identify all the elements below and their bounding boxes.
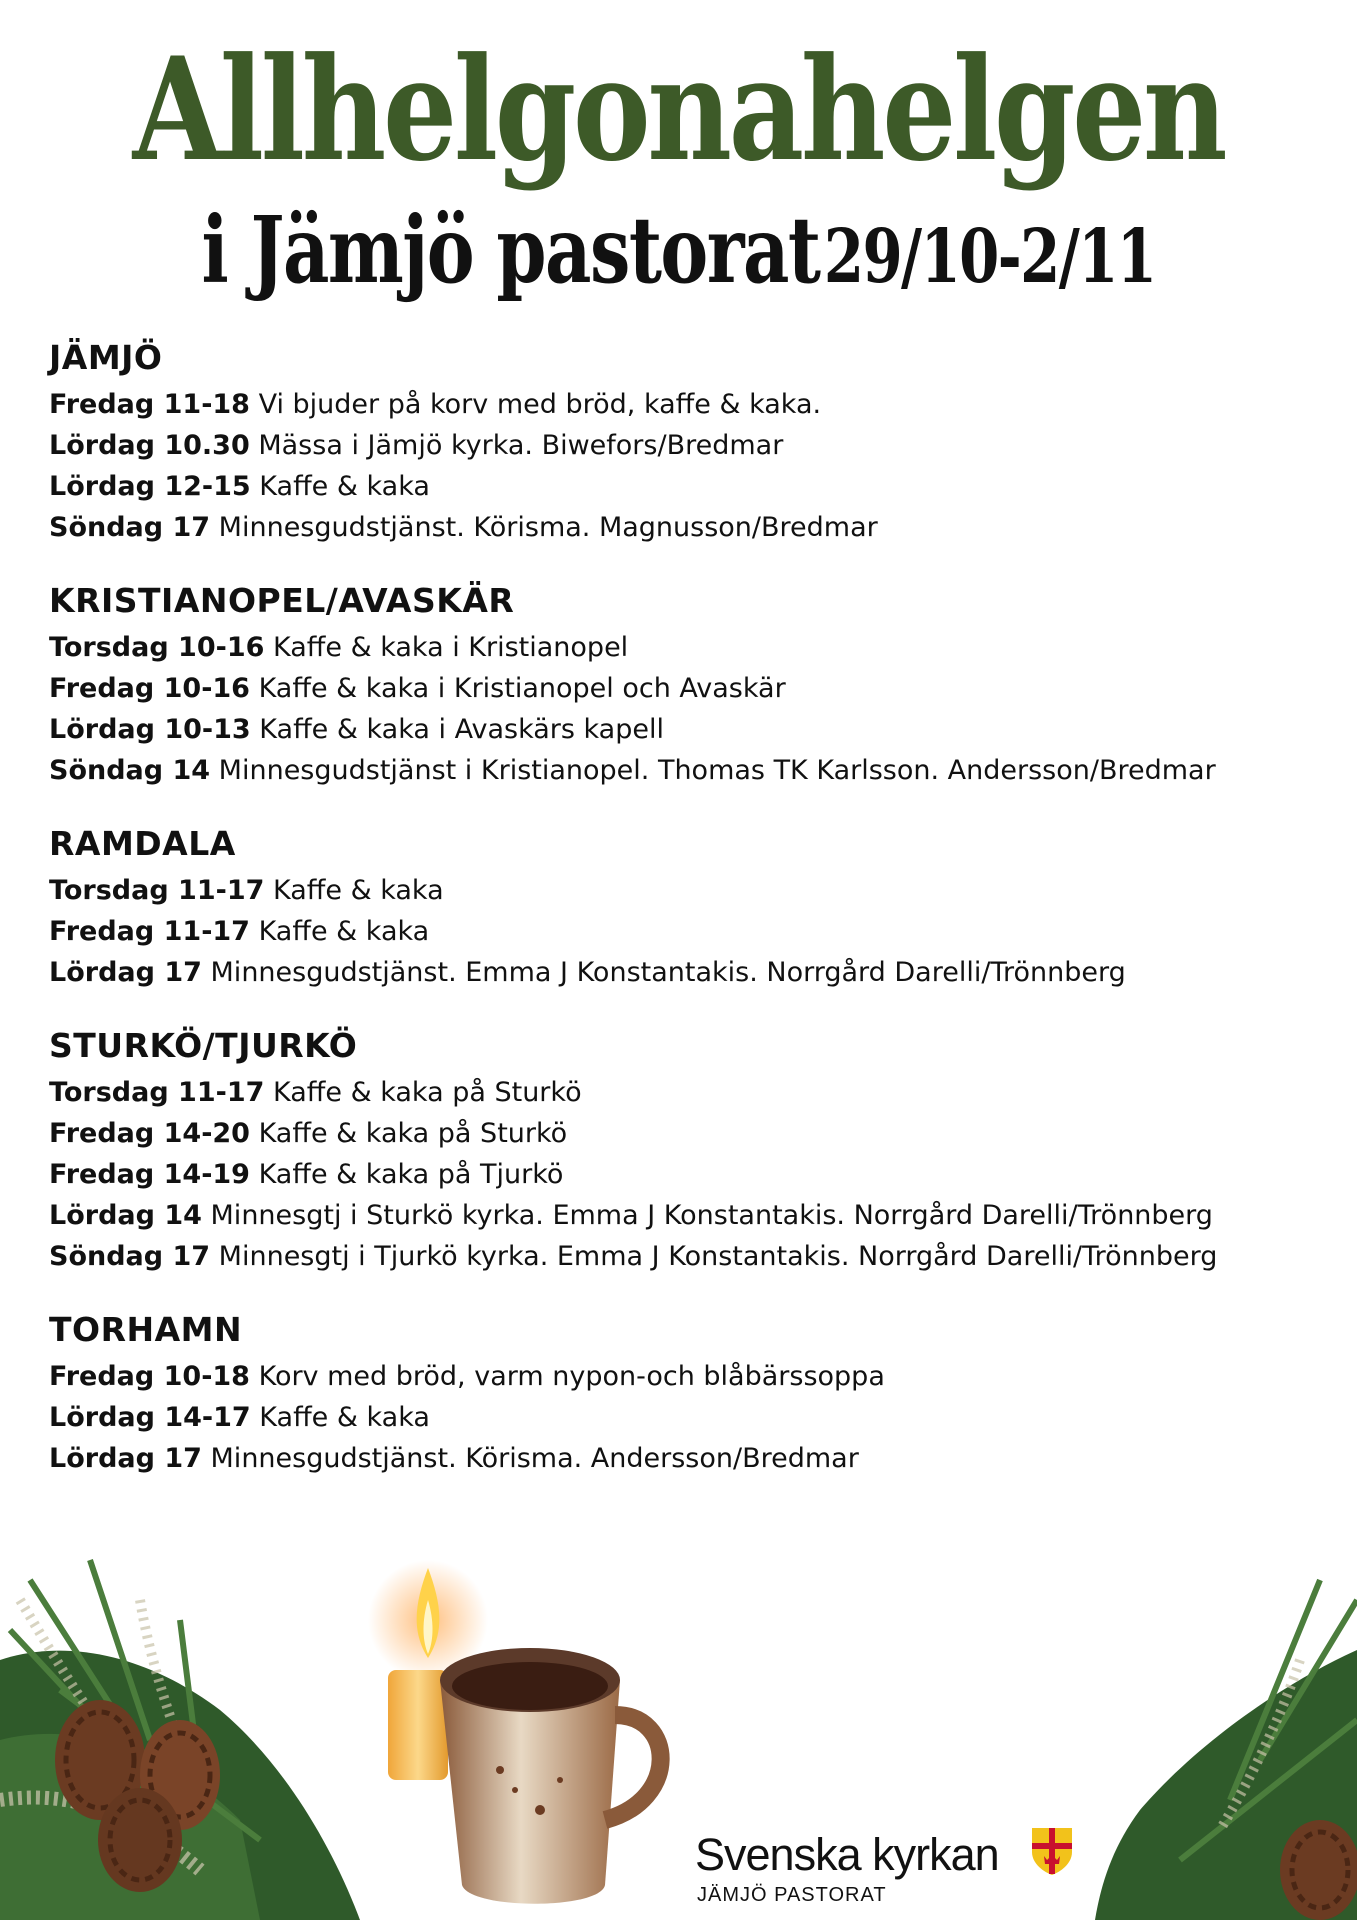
section-torhamn	[49, 1310, 1329, 1479]
section-sturko-tjurko	[49, 1026, 1329, 1277]
schedule-row	[49, 425, 1329, 466]
logo-subtitle: JÄMJÖ PASTORAT	[697, 1884, 887, 1906]
row-text: Minnesgudstjänst. Körisma. Magnusson/Bredmar	[218, 512, 878, 543]
row-time: Söndag 14	[49, 755, 211, 786]
coffee-mug-icon	[440, 1648, 661, 1904]
page-subtitle	[149, 195, 1207, 332]
section-heading: TORHAMN	[49, 1310, 243, 1349]
row-time: Lördag 14	[49, 1200, 202, 1231]
row-text: Minnesgudstjänst i Kristianopel. Thomas TK Karlsson. Andersson/Bredmar	[218, 755, 1216, 786]
section-kristianopel-avaskar	[49, 581, 1329, 791]
fir-branch-icon	[1095, 1580, 1357, 1920]
row-time: Fredag 11-18	[49, 389, 250, 420]
row-time: Fredag 14-20	[49, 1118, 250, 1149]
section-heading: STURKÖ/TJURKÖ	[49, 1026, 358, 1065]
row-text: Minnesgtj i Sturkö kyrka. Emma J Konstantakis. Norrgård Darelli/Trönnberg	[210, 1200, 1213, 1231]
section-heading: JÄMJÖ	[49, 338, 163, 377]
row-time: Fredag 10-18	[49, 1361, 250, 1392]
subtitle-location: i Jämjö pastorat	[201, 196, 820, 304]
schedule-row	[49, 1236, 1329, 1277]
row-text: Kaffe & kaka	[273, 875, 444, 906]
schedule-row	[49, 750, 1329, 791]
section-heading: KRISTIANOPEL/AVASKÄR	[49, 581, 515, 620]
row-time: Lördag 14-17	[49, 1402, 251, 1433]
schedule-row	[49, 709, 1329, 750]
section-jamjo	[49, 338, 1329, 548]
row-text: Korv med bröd, varm nypon-och blåbärssoppa	[258, 1361, 885, 1392]
schedule-row	[49, 668, 1329, 709]
schedule-row	[49, 466, 1329, 507]
row-text: Kaffe & kaka på Sturkö	[273, 1077, 582, 1108]
shield-crown-icon	[1030, 1826, 1074, 1876]
schedule-row	[49, 1356, 1329, 1397]
schedule-row	[49, 911, 1329, 952]
row-text: Kaffe & kaka	[258, 916, 430, 947]
schedule-row	[49, 1195, 1329, 1236]
row-text: Minnesgtj i Tjurkö kyrka. Emma J Konstantakis. Norrgård Darelli/Trönnberg	[218, 1241, 1218, 1272]
row-text: Kaffe & kaka	[259, 471, 430, 502]
row-time: Söndag 17	[49, 1241, 211, 1272]
row-text: Kaffe & kaka i Kristianopel	[273, 632, 629, 663]
row-time: Torsdag 11-17	[49, 875, 265, 906]
row-time: Lördag 10.30	[49, 430, 250, 461]
row-time: Torsdag 10-16	[49, 632, 265, 663]
section-heading: RAMDALA	[49, 824, 236, 863]
schedule-row	[49, 1154, 1329, 1195]
row-text: Vi bjuder på korv med bröd, kaffe & kaka.	[258, 389, 822, 420]
page-title: Allhelgonahelgen	[132, 27, 1225, 193]
logo-name: Svenska kyrkan	[695, 1829, 999, 1880]
schedule-row	[49, 1397, 1329, 1438]
schedule-row	[49, 384, 1329, 425]
row-time: Söndag 17	[49, 512, 211, 543]
row-text: Minnesgudstjänst. Körisma. Andersson/Bredmar	[210, 1443, 859, 1474]
row-text: Kaffe & kaka i Avaskärs kapell	[259, 714, 664, 745]
row-time: Lördag 12-15	[49, 471, 251, 502]
row-time: Lördag 17	[49, 957, 202, 988]
decoration-illustration	[0, 1540, 1357, 1920]
schedule-row	[49, 507, 1329, 548]
section-ramdala	[49, 824, 1329, 993]
schedule-row	[49, 952, 1329, 993]
schedule	[49, 338, 1329, 1512]
svenska-kyrkan-logo	[695, 1830, 1075, 1910]
row-time: Torsdag 11-17	[49, 1077, 265, 1108]
row-text: Kaffe & kaka på Sturkö	[258, 1118, 568, 1149]
schedule-row	[49, 1072, 1329, 1113]
schedule-row	[49, 1438, 1329, 1479]
row-time: Fredag 11-17	[49, 916, 250, 947]
row-text: Kaffe & kaka i Kristianopel och Avaskär	[258, 673, 786, 704]
row-text: Kaffe & kaka på Tjurkö	[258, 1159, 564, 1190]
row-time: Fredag 10-16	[49, 673, 250, 704]
schedule-row	[49, 1113, 1329, 1154]
subtitle-dates: 29/10-2/11	[823, 214, 1156, 300]
row-time: Fredag 14-19	[49, 1159, 250, 1190]
schedule-row	[49, 870, 1329, 911]
row-text: Kaffe & kaka	[259, 1402, 430, 1433]
schedule-row	[49, 627, 1329, 668]
row-text: Minnesgudstjänst. Emma J Konstantakis. Norrgård Darelli/Trönnberg	[210, 957, 1126, 988]
row-text: Mässa i Jämjö kyrka. Biwefors/Bredmar	[258, 430, 784, 461]
row-time: Lördag 10-13	[49, 714, 251, 745]
row-time: Lördag 17	[49, 1443, 202, 1474]
